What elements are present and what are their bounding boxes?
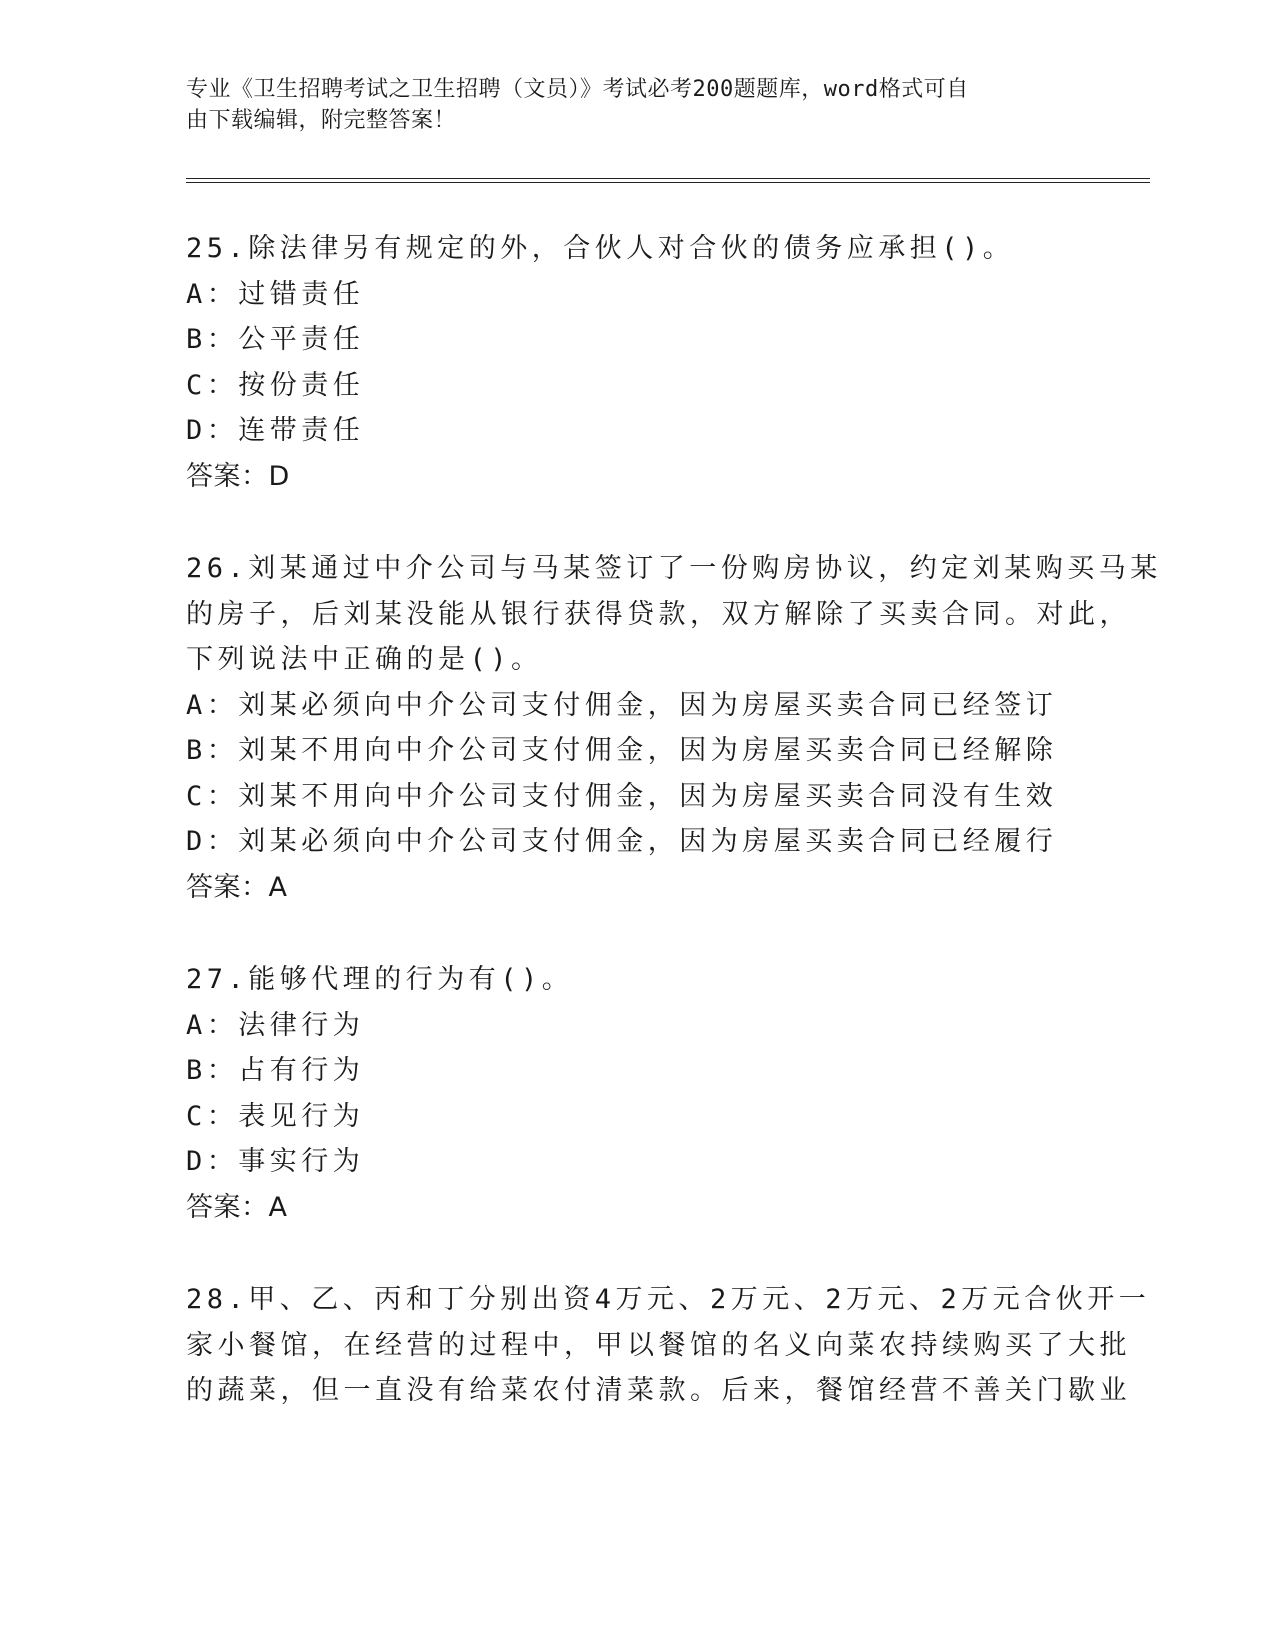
answer-label: 答案：D	[186, 460, 290, 492]
question-stem-line: 的蔬菜，但一直没有给菜农付清菜款。后来，餐馆经营不善关门歇业	[186, 1375, 1131, 1406]
question-28	[186, 1277, 1151, 1414]
question-27	[186, 957, 1086, 1230]
header-divider-bottom	[186, 182, 1150, 183]
option-b: B：公平责任	[186, 324, 365, 355]
option-c: C：刘某不用向中介公司支付佣金，因为房屋买卖合同没有生效	[186, 780, 1058, 812]
question-stem-line: 家小餐馆，在经营的过程中，甲以餐馆的名义向菜农持续购买了大批	[186, 1329, 1131, 1361]
header-divider-top	[186, 178, 1150, 179]
option-a: A：过错责任	[186, 278, 365, 310]
document-header	[186, 74, 1086, 136]
header-line-1: 专业《卫生招聘考试之卫生招聘（文员）》考试必考200题题库，word格式可自	[186, 77, 969, 102]
answer-label: 答案：A	[186, 871, 288, 903]
option-d: D：事实行为	[186, 1146, 365, 1177]
question-26	[186, 546, 1162, 910]
question-stem-line: 28.甲、乙、丙和丁分别出资4万元、2万元、2万元、2万元合伙开一	[186, 1284, 1151, 1315]
question-stem-line: 下列说法中正确的是()。	[186, 644, 543, 675]
question-stem-line: 的房子，后刘某没能从银行获得贷款，双方解除了买卖合同。对此，	[186, 598, 1131, 630]
option-b: B：占有行为	[186, 1055, 365, 1086]
option-a: A：法律行为	[186, 1009, 365, 1041]
option-a: A：刘某必须向中介公司支付佣金，因为房屋买卖合同已经签订	[186, 689, 1058, 721]
question-stem-line: 25.除法律另有规定的外，合伙人对合伙的债务应承担()。	[186, 233, 1015, 264]
question-stem-line: 27.能够代理的行为有()。	[186, 964, 574, 995]
header-line-2: 由下载编辑，附完整答案！	[186, 108, 457, 133]
question-25	[186, 226, 1086, 499]
question-list	[186, 226, 1162, 1461]
option-c: C：表见行为	[186, 1100, 365, 1132]
option-d: D：刘某必须向中介公司支付佣金，因为房屋买卖合同已经履行	[186, 826, 1058, 857]
option-c: C：按份责任	[186, 369, 365, 401]
question-stem-line: 26.刘某通过中介公司与马某签订了一份购房协议，约定刘某购买马某	[186, 553, 1162, 584]
option-d: D：连带责任	[186, 415, 365, 446]
answer-label: 答案：A	[186, 1191, 288, 1223]
option-b: B：刘某不用向中介公司支付佣金，因为房屋买卖合同已经解除	[186, 735, 1058, 766]
